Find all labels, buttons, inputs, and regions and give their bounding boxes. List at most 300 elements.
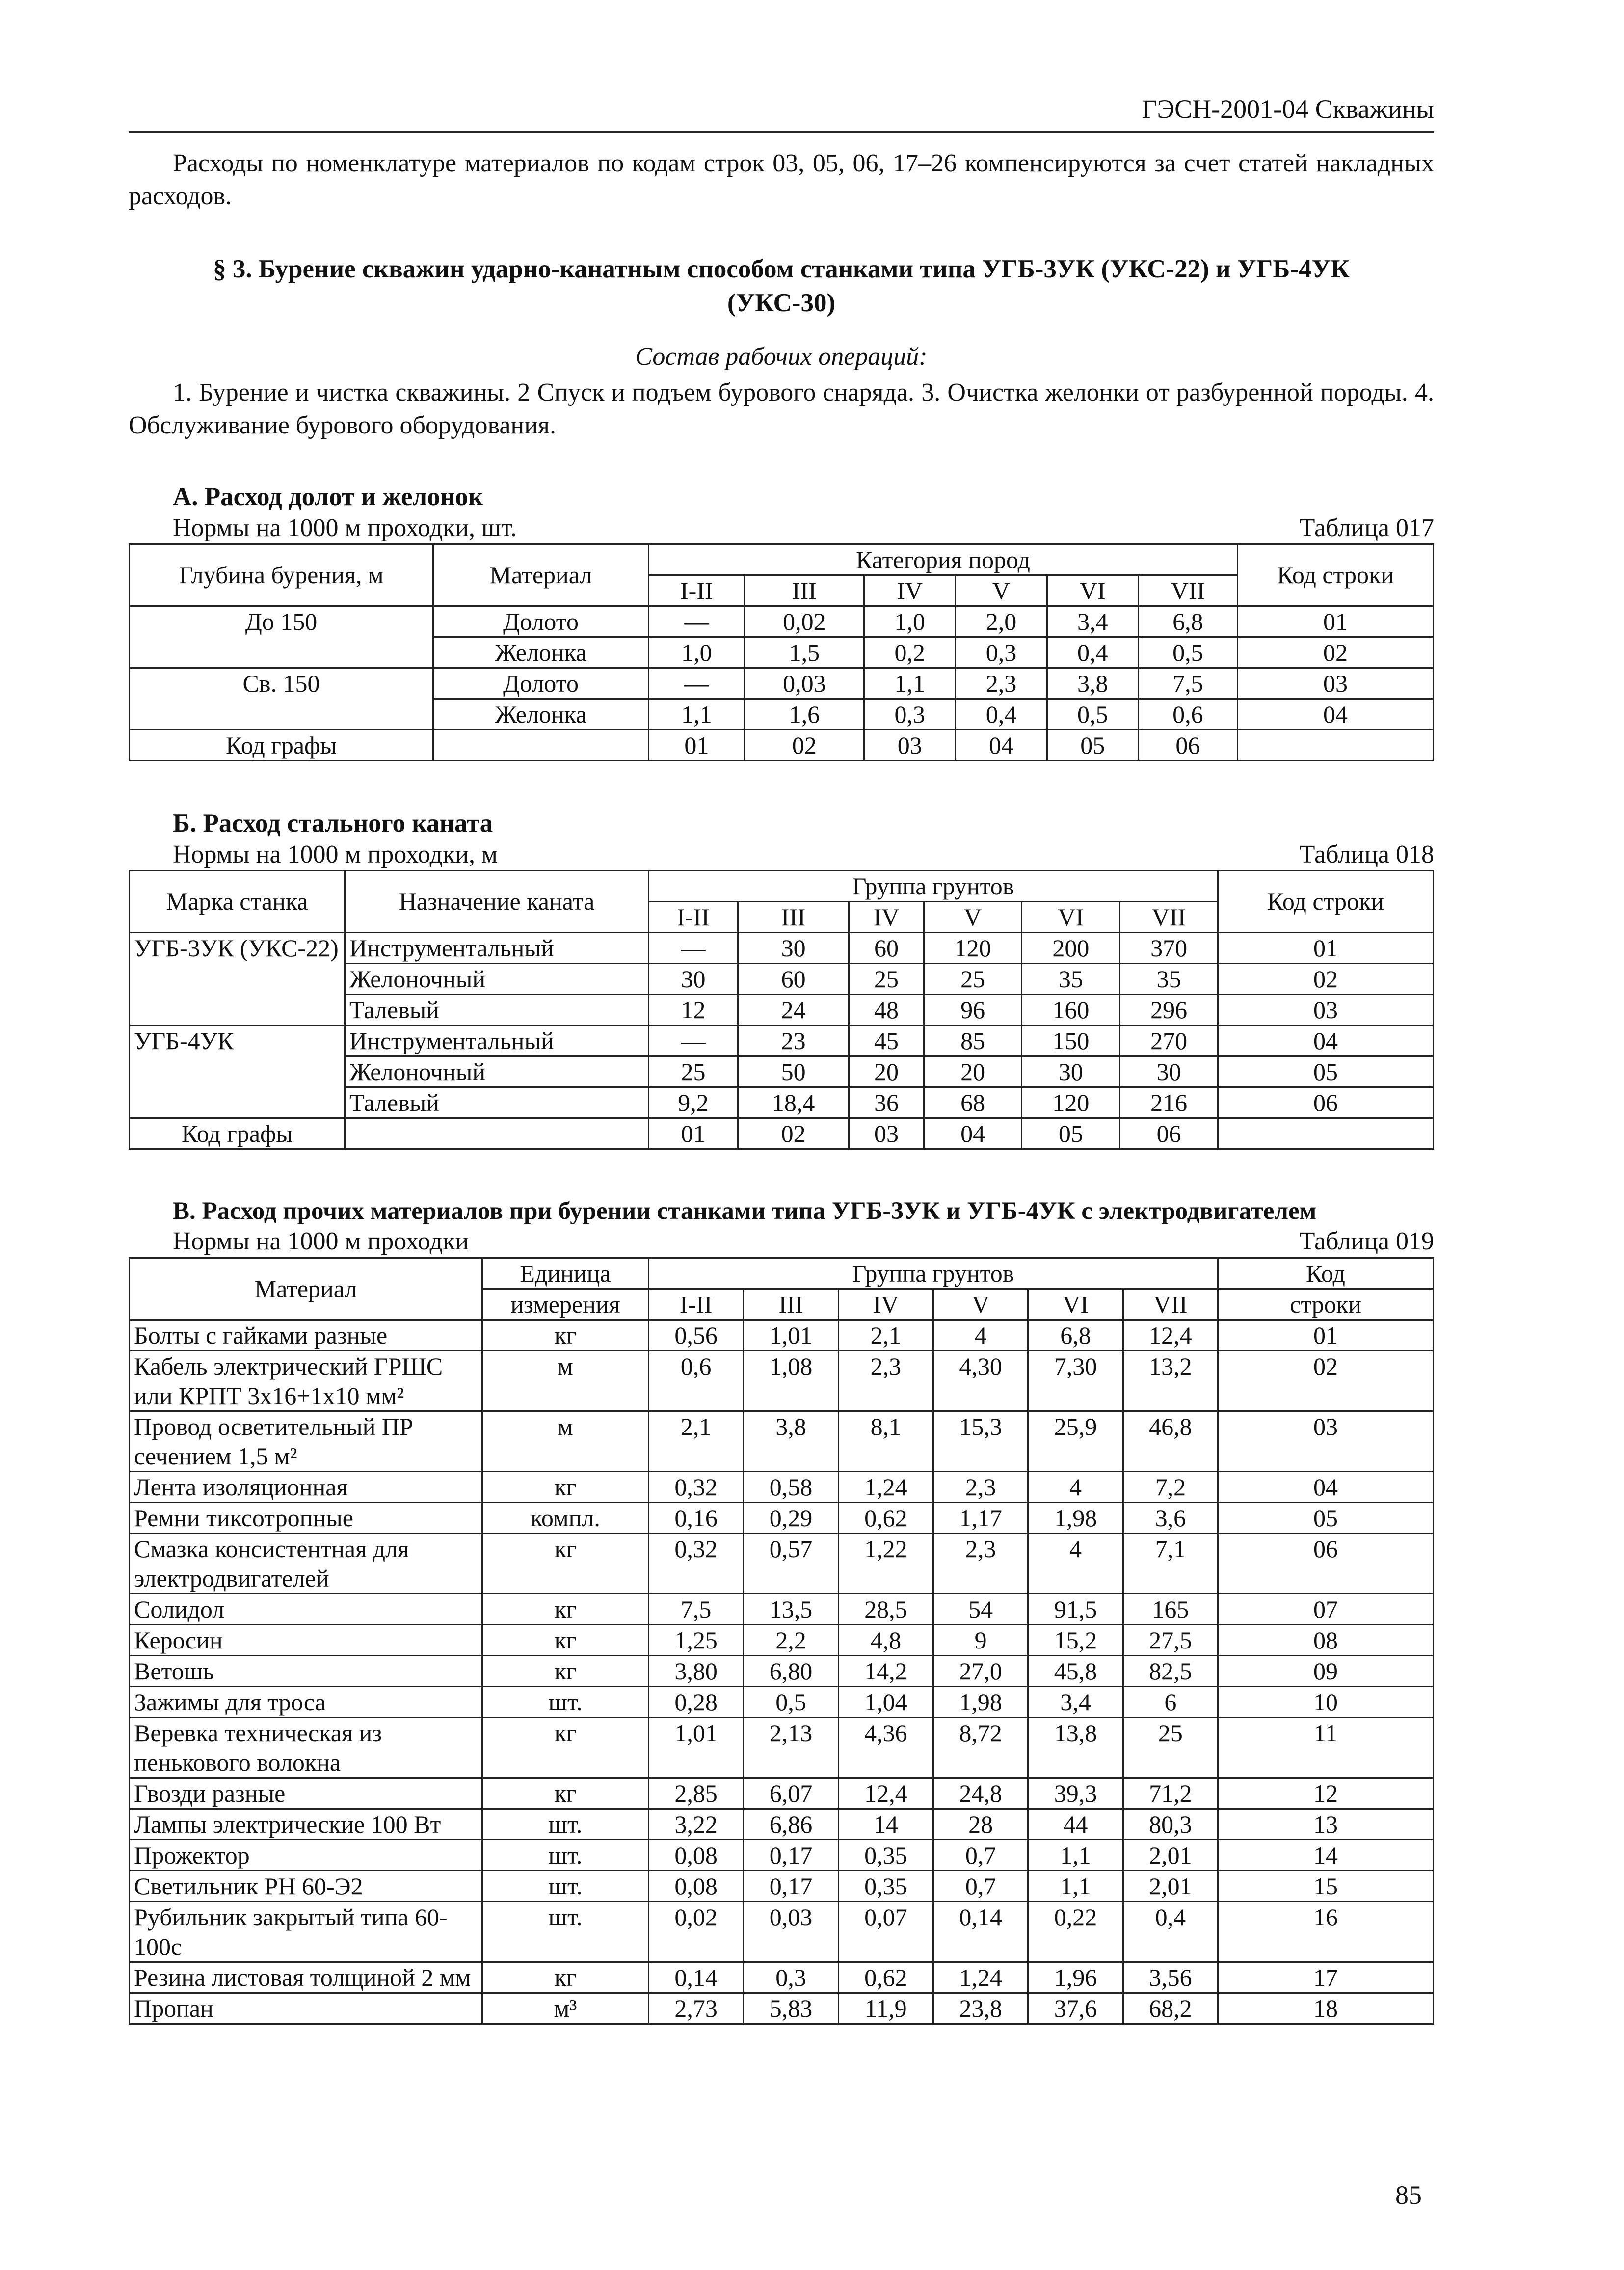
material-cell: Керосин (130, 1624, 482, 1655)
header-col: VI (1022, 901, 1120, 932)
value-cell: 0,17 (744, 1870, 838, 1901)
value-cell: 1,96 (1028, 1962, 1123, 1993)
footer-row (130, 730, 1434, 760)
value-cell: 0,57 (744, 1533, 838, 1594)
value-cell: 0,62 (838, 1502, 933, 1533)
value-cell: 0,35 (838, 1839, 933, 1870)
value-cell: 1,0 (649, 637, 745, 668)
header-row (130, 870, 1434, 901)
value-cell: 7,1 (1123, 1533, 1218, 1594)
material-cell: Прожектор (130, 1839, 482, 1870)
code-cell: 03 (1218, 1411, 1434, 1471)
value-cell: 25 (924, 963, 1022, 994)
unit-cell: кг (482, 1624, 649, 1655)
value-cell: 13,5 (744, 1594, 838, 1624)
header-col: VII (1123, 1289, 1218, 1320)
value-cell: 35 (1120, 963, 1218, 994)
header-col: III (745, 575, 864, 606)
value-cell: 3,4 (1047, 606, 1138, 637)
value-cell: 0,03 (744, 1901, 838, 1962)
value-cell: 2,3 (933, 1533, 1028, 1594)
header-material: Материал (433, 544, 649, 606)
header-row (130, 1258, 1434, 1289)
value-cell: 0,14 (649, 1962, 744, 1993)
code-cell: 13 (1218, 1809, 1434, 1839)
table-row (130, 1717, 1434, 1778)
empty-cell (433, 730, 649, 760)
unit-cell: шт. (482, 1686, 649, 1717)
value-cell: 2,2 (744, 1624, 838, 1655)
value-cell: 12,4 (838, 1778, 933, 1809)
value-cell: 1,1 (1028, 1870, 1123, 1901)
value-cell: — (649, 1025, 738, 1056)
header-material: Материал (130, 1258, 482, 1320)
value-cell: 2,13 (744, 1717, 838, 1778)
footer-value: 04 (924, 1118, 1022, 1149)
value-cell: 0,58 (744, 1471, 838, 1502)
value-cell: 15,2 (1028, 1624, 1123, 1655)
value-cell: 3,6 (1123, 1502, 1218, 1533)
value-cell: 0,5 (1138, 637, 1237, 668)
table-c-title: В. Расход прочих материалов при бурении станками типа УГБ-3УК и УГБ-4УК с электродвигателем (173, 1197, 1317, 1225)
material-cell: Желонка (433, 637, 649, 668)
table-row (130, 1411, 1434, 1471)
value-cell: 0,4 (1047, 637, 1138, 668)
table-018 (129, 870, 1434, 1150)
table-row (130, 1320, 1434, 1351)
purpose-cell: Талевый (345, 1087, 649, 1118)
value-cell: 24 (738, 994, 849, 1025)
value-cell: 120 (1022, 1087, 1120, 1118)
value-cell: 1,98 (933, 1686, 1028, 1717)
value-cell: 45 (849, 1025, 924, 1056)
value-cell: 24,8 (933, 1778, 1028, 1809)
value-cell: 3,8 (744, 1411, 838, 1471)
value-cell: 0,17 (744, 1839, 838, 1870)
value-cell: 50 (738, 1056, 849, 1087)
value-cell: 30 (649, 963, 738, 994)
value-cell: 48 (849, 994, 924, 1025)
unit-cell: шт. (482, 1839, 649, 1870)
value-cell: 6,8 (1028, 1320, 1123, 1351)
material-cell: Ремни тиксотропные (130, 1502, 482, 1533)
footer-value: 04 (956, 730, 1047, 760)
value-cell: 35 (1022, 963, 1120, 994)
table-row (130, 1778, 1434, 1809)
value-cell: 7,30 (1028, 1351, 1123, 1411)
purpose-cell: Инструментальный (345, 1025, 649, 1056)
material-cell: Болты с гайками разные (130, 1320, 482, 1351)
value-cell: 1,01 (649, 1717, 744, 1778)
operations-text: 1. Бурение и чистка скважины. 2 Спуск и подъем бурового снаряда. 3. Очистка желонки от разбуренной породы. 4. Обслуживание бурового оборудования. (129, 378, 1434, 440)
value-cell: 0,28 (649, 1686, 744, 1717)
table-row (130, 1594, 1434, 1624)
table-row (130, 932, 1434, 963)
page-number: 85 (1395, 2180, 1422, 2210)
value-cell: 0,22 (1028, 1901, 1123, 1962)
unit-cell: м (482, 1411, 649, 1471)
header-col: V (924, 901, 1022, 932)
value-cell: 1,1 (649, 699, 745, 730)
purpose-cell: Желоночный (345, 963, 649, 994)
value-cell: 1,24 (933, 1962, 1028, 1993)
value-cell: 0,35 (838, 1870, 933, 1901)
value-cell: 25,9 (1028, 1411, 1123, 1471)
value-cell: 4,36 (838, 1717, 933, 1778)
code-cell: 04 (1218, 1471, 1434, 1502)
header-col: V (956, 575, 1047, 606)
unit-cell: м (482, 1351, 649, 1411)
material-cell: Долото (433, 668, 649, 699)
footer-value: 05 (1047, 730, 1138, 760)
value-cell: 20 (924, 1056, 1022, 1087)
value-cell: 25 (1123, 1717, 1218, 1778)
value-cell: 0,7 (933, 1870, 1028, 1901)
header-col: IV (849, 901, 924, 932)
value-cell: 0,02 (649, 1901, 744, 1962)
value-cell: 0,07 (838, 1901, 933, 1962)
running-header: ГЭСН-2001-04 Скважины (129, 93, 1434, 133)
table-row (130, 1351, 1434, 1411)
code-cell: 04 (1238, 699, 1434, 730)
code-cell: 06 (1218, 1087, 1434, 1118)
value-cell: 37,6 (1028, 1993, 1123, 2024)
value-cell: 296 (1120, 994, 1218, 1025)
header-col: IV (838, 1289, 933, 1320)
table-c-number: Таблица 019 (1299, 1227, 1434, 1256)
value-cell: 71,2 (1123, 1778, 1218, 1809)
value-cell: 2,3 (838, 1351, 933, 1411)
table-017 (129, 543, 1434, 761)
material-cell: Смазка консистентная для электродвигателей (130, 1533, 482, 1594)
code-cell: 01 (1238, 606, 1434, 637)
code-cell: 02 (1218, 1351, 1434, 1411)
unit-cell: кг (482, 1471, 649, 1502)
value-cell: 5,83 (744, 1993, 838, 2024)
footer-value: 06 (1120, 1118, 1218, 1149)
code-cell: 02 (1238, 637, 1434, 668)
unit-cell: компл. (482, 1502, 649, 1533)
depth-cell: Св. 150 (130, 668, 433, 730)
value-cell: 120 (924, 932, 1022, 963)
document-page (129, 93, 1434, 2025)
table-c-norm: Нормы на 1000 м проходки (173, 1227, 469, 1256)
header-col: IV (864, 575, 956, 606)
value-cell: 15,3 (933, 1411, 1028, 1471)
value-cell: 39,3 (1028, 1778, 1123, 1809)
value-cell: 0,08 (649, 1839, 744, 1870)
value-cell: 13,2 (1123, 1351, 1218, 1411)
value-cell: 0,3 (744, 1962, 838, 1993)
value-cell: 80,3 (1123, 1809, 1218, 1839)
material-cell: Лента изоляционная (130, 1471, 482, 1502)
value-cell: 200 (1022, 932, 1120, 963)
empty-cell (1218, 1118, 1434, 1149)
material-cell: Долото (433, 606, 649, 637)
header-col: VI (1028, 1289, 1123, 1320)
code-cell: 17 (1218, 1962, 1434, 1993)
footer-value: 02 (745, 730, 864, 760)
header-unit-2: измерения (482, 1289, 649, 1320)
value-cell: 54 (933, 1594, 1028, 1624)
code-cell: 05 (1218, 1502, 1434, 1533)
table-row (130, 668, 1434, 699)
unit-cell: шт. (482, 1870, 649, 1901)
header-unit: Единица (482, 1258, 649, 1289)
table-a-title: А. Расход долот и желонок (173, 482, 483, 511)
table-b-number: Таблица 018 (1299, 840, 1434, 868)
code-cell: 07 (1218, 1594, 1434, 1624)
value-cell: 2,1 (649, 1411, 744, 1471)
table-row (130, 1471, 1434, 1502)
table-row (130, 1993, 1434, 2024)
value-cell: 6,86 (744, 1809, 838, 1839)
value-cell: 0,02 (745, 606, 864, 637)
empty-cell (1238, 730, 1434, 760)
value-cell: 30 (1120, 1056, 1218, 1087)
footer-label: Код графы (130, 730, 433, 760)
value-cell: 1,0 (864, 606, 956, 637)
table-row (130, 1870, 1434, 1901)
value-cell: 2,01 (1123, 1839, 1218, 1870)
value-cell: 2,73 (649, 1993, 744, 2024)
value-cell: 28 (933, 1809, 1028, 1839)
unit-cell: кг (482, 1962, 649, 1993)
value-cell: 0,6 (1138, 699, 1237, 730)
purpose-cell: Талевый (345, 994, 649, 1025)
table-b-title: Б. Расход стального каната (173, 809, 493, 838)
value-cell: 91,5 (1028, 1594, 1123, 1624)
code-cell: 16 (1218, 1901, 1434, 1962)
code-cell: 01 (1218, 932, 1434, 963)
value-cell: 11,9 (838, 1993, 933, 2024)
code-cell: 14 (1218, 1839, 1434, 1870)
value-cell: 1,17 (933, 1502, 1028, 1533)
value-cell: 2,01 (1123, 1870, 1218, 1901)
code-cell: 01 (1218, 1320, 1434, 1351)
value-cell: 1,25 (649, 1624, 744, 1655)
table-row (130, 1686, 1434, 1717)
value-cell: 165 (1123, 1594, 1218, 1624)
value-cell: 3,56 (1123, 1962, 1218, 1993)
value-cell: 36 (849, 1087, 924, 1118)
value-cell: 6 (1123, 1686, 1218, 1717)
value-cell: 0,08 (649, 1870, 744, 1901)
header-code-2: строки (1218, 1289, 1434, 1320)
footer-value: 06 (1138, 730, 1237, 760)
unit-cell: шт. (482, 1901, 649, 1962)
value-cell: 27,5 (1123, 1624, 1218, 1655)
footer-value: 01 (649, 730, 745, 760)
value-cell: 4 (1028, 1471, 1123, 1502)
header-col: I-II (649, 901, 738, 932)
table-row (130, 1809, 1434, 1839)
value-cell: 1,22 (838, 1533, 933, 1594)
value-cell: 7,2 (1123, 1471, 1218, 1502)
value-cell: 4,30 (933, 1351, 1028, 1411)
value-cell: 0,03 (745, 668, 864, 699)
value-cell: 4 (933, 1320, 1028, 1351)
value-cell: 0,7 (933, 1839, 1028, 1870)
brand-cell: УГБ-4УК (130, 1025, 345, 1118)
material-cell: Светильник РН 60-Э2 (130, 1870, 482, 1901)
unit-cell: кг (482, 1533, 649, 1594)
footer-label: Код графы (130, 1118, 345, 1149)
value-cell: 270 (1120, 1025, 1218, 1056)
value-cell: 12 (649, 994, 738, 1025)
table-row (130, 606, 1434, 637)
unit-cell: кг (482, 1655, 649, 1686)
header-code: Код строки (1218, 870, 1434, 932)
value-cell: 4,8 (838, 1624, 933, 1655)
value-cell: 0,32 (649, 1471, 744, 1502)
value-cell: 1,5 (745, 637, 864, 668)
code-cell: 10 (1218, 1686, 1434, 1717)
footer-value: 03 (849, 1118, 924, 1149)
code-cell: 08 (1218, 1624, 1434, 1655)
table-c-caption (129, 1226, 1434, 1257)
value-cell: 82,5 (1123, 1655, 1218, 1686)
header-code: Код строки (1238, 544, 1434, 606)
table-a-number: Таблица 017 (1299, 513, 1434, 542)
value-cell: 2,3 (933, 1471, 1028, 1502)
value-cell: — (649, 932, 738, 963)
value-cell: 30 (738, 932, 849, 963)
footer-row (130, 1118, 1434, 1149)
value-cell: 8,72 (933, 1717, 1028, 1778)
value-cell: 60 (849, 932, 924, 963)
value-cell: 150 (1022, 1025, 1120, 1056)
value-cell: 44 (1028, 1809, 1123, 1839)
value-cell: 6,07 (744, 1778, 838, 1809)
value-cell: 216 (1120, 1087, 1218, 1118)
table-b-caption (129, 839, 1434, 870)
footer-value: 05 (1022, 1118, 1120, 1149)
value-cell: 2,1 (838, 1320, 933, 1351)
value-cell: 0,32 (649, 1533, 744, 1594)
value-cell: 30 (1022, 1056, 1120, 1087)
code-cell: 11 (1218, 1717, 1434, 1778)
header-depth: Глубина бурения, м (130, 544, 433, 606)
material-cell: Лампы электрические 100 Вт (130, 1809, 482, 1839)
unit-cell: кг (482, 1778, 649, 1809)
header-category: Категория пород (649, 544, 1238, 575)
footer-value: 03 (864, 730, 956, 760)
value-cell: 6,80 (744, 1655, 838, 1686)
value-cell: 3,4 (1028, 1686, 1123, 1717)
empty-cell (345, 1118, 649, 1149)
table-row (130, 1839, 1434, 1870)
header-row (130, 544, 1434, 575)
code-cell: 15 (1218, 1870, 1434, 1901)
value-cell: 6,8 (1138, 606, 1237, 637)
code-cell: 12 (1218, 1778, 1434, 1809)
purpose-cell: Инструментальный (345, 932, 649, 963)
intro-paragraph: Расходы по номенклатуре материалов по кодам строк 03, 05, 06, 17–26 компенсируются за счет статей накладных расходов. (129, 149, 1434, 211)
table-a-norm: Нормы на 1000 м проходки, шт. (173, 513, 517, 542)
header-col: I-II (649, 1289, 744, 1320)
value-cell: 9 (933, 1624, 1028, 1655)
material-cell: Солидол (130, 1594, 482, 1624)
value-cell: 0,62 (838, 1962, 933, 1993)
section-title: § 3. Бурение скважин ударно-канатным способом станками типа УГБ-3УК (УКС-22) и УГБ-4УК (УКС-30) (213, 254, 1350, 317)
value-cell: 0,56 (649, 1320, 744, 1351)
table-019 (129, 1257, 1434, 2025)
value-cell: 8,1 (838, 1411, 933, 1471)
value-cell: 0,3 (956, 637, 1047, 668)
value-cell: 3,22 (649, 1809, 744, 1839)
value-cell: 0,4 (1123, 1901, 1218, 1962)
value-cell: 68 (924, 1087, 1022, 1118)
value-cell: 25 (649, 1056, 738, 1087)
value-cell: 68,2 (1123, 1993, 1218, 2024)
header-code: Код (1218, 1258, 1434, 1289)
unit-cell: кг (482, 1594, 649, 1624)
value-cell: 7,5 (1138, 668, 1237, 699)
value-cell: 14,2 (838, 1655, 933, 1686)
value-cell: 0,5 (744, 1686, 838, 1717)
table-row (130, 1655, 1434, 1686)
material-cell: Зажимы для троса (130, 1686, 482, 1717)
value-cell: 1,04 (838, 1686, 933, 1717)
header-col: VII (1120, 901, 1218, 932)
value-cell: 0,16 (649, 1502, 744, 1533)
header-group: Группа грунтов (649, 870, 1218, 901)
value-cell: 2,0 (956, 606, 1047, 637)
code-cell: 18 (1218, 1993, 1434, 2024)
table-row (130, 1624, 1434, 1655)
value-cell: 85 (924, 1025, 1022, 1056)
value-cell: 0,5 (1047, 699, 1138, 730)
unit-cell: кг (482, 1717, 649, 1778)
material-cell: Ветошь (130, 1655, 482, 1686)
value-cell: — (649, 668, 745, 699)
value-cell: 12,4 (1123, 1320, 1218, 1351)
brand-cell: УГБ-3УК (УКС-22) (130, 932, 345, 1025)
value-cell: 13,8 (1028, 1717, 1123, 1778)
header-group: Группа грунтов (649, 1258, 1218, 1289)
header-col: III (738, 901, 849, 932)
purpose-cell: Желоночный (345, 1056, 649, 1087)
table-row (130, 1901, 1434, 1962)
header-brand: Марка станка (130, 870, 345, 932)
table-row (130, 1962, 1434, 1993)
value-cell: 0,3 (864, 699, 956, 730)
material-cell: Желонка (433, 699, 649, 730)
value-cell: 27,0 (933, 1655, 1028, 1686)
value-cell: 1,24 (838, 1471, 933, 1502)
value-cell: 0,4 (956, 699, 1047, 730)
value-cell: 3,8 (1047, 668, 1138, 699)
value-cell: 0,2 (864, 637, 956, 668)
value-cell: 9,2 (649, 1087, 738, 1118)
value-cell: 3,80 (649, 1655, 744, 1686)
value-cell: 370 (1120, 932, 1218, 963)
table-b-norm: Нормы на 1000 м проходки, м (173, 840, 498, 868)
value-cell: 1,98 (1028, 1502, 1123, 1533)
operations-title: Состав рабочих операций: (635, 342, 928, 371)
material-cell: Провод осветительный ПР сечением 1,5 м² (130, 1411, 482, 1471)
footer-value: 02 (738, 1118, 849, 1149)
value-cell: 7,5 (649, 1594, 744, 1624)
value-cell: 2,3 (956, 668, 1047, 699)
header-col: VII (1138, 575, 1237, 606)
footer-value: 01 (649, 1118, 738, 1149)
unit-cell: м³ (482, 1993, 649, 2024)
value-cell: 1,1 (1028, 1839, 1123, 1870)
unit-cell: шт. (482, 1809, 649, 1839)
value-cell: 20 (849, 1056, 924, 1087)
